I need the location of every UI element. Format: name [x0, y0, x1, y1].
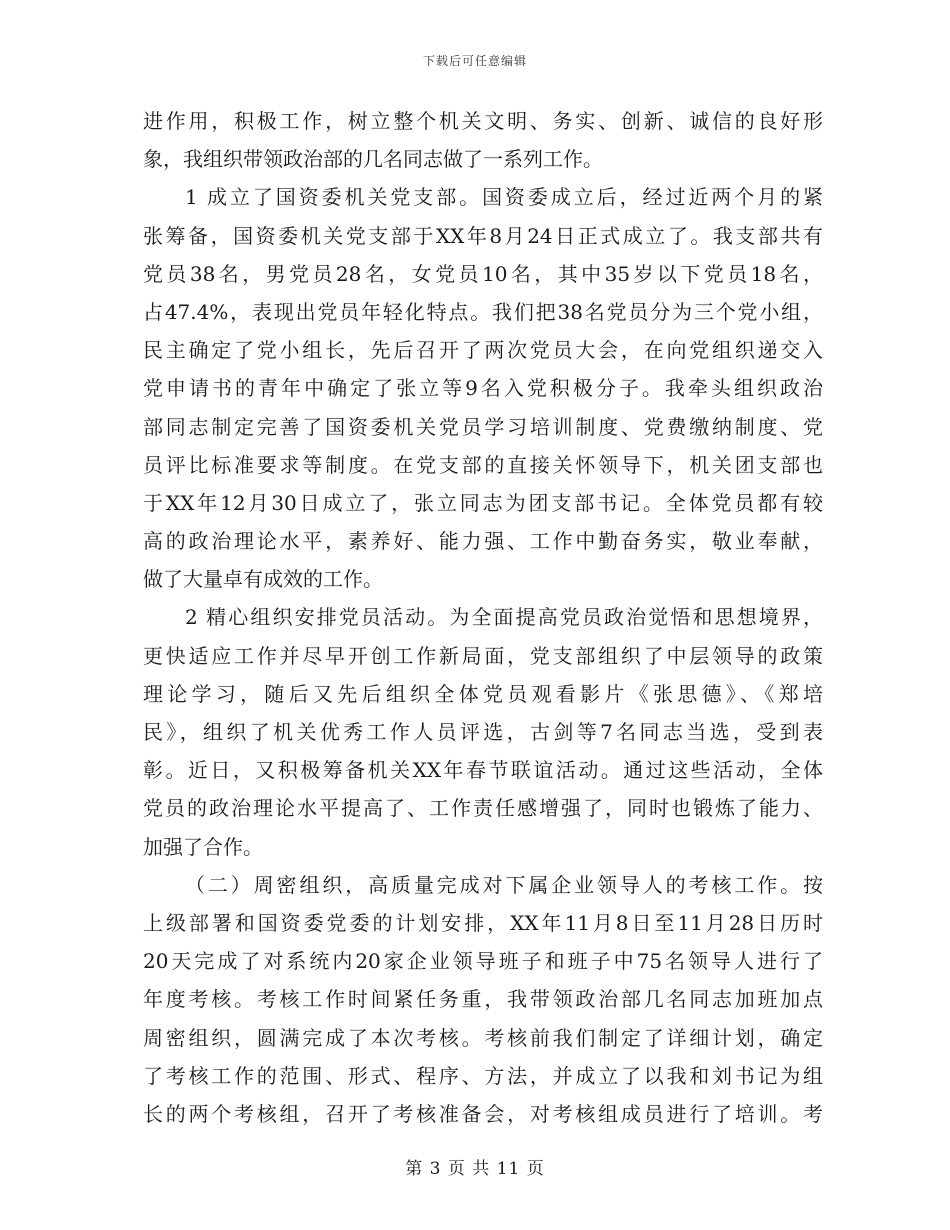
text-line: 20天完成了对系统内20家企业领导班子和班子中75名领导人进行了	[143, 949, 823, 974]
text-line: 周密组织，圆满完成了本次考核。考核前我们制定了详细计划，确定	[143, 1025, 823, 1050]
text-line: 张筹备，国资委机关党支部于XX年8月24日正式成立了。我支部共有	[143, 223, 823, 248]
text-line: 党员38名，男党员28名，女党员10名，其中35岁以下党员18名，	[143, 261, 823, 286]
text-line: 做了大量卓有成效的工作。	[143, 567, 383, 592]
text-line: 部同志制定完善了国资委机关党员学习培训制度、党费缴纳制度、党	[143, 414, 823, 439]
page-header: 下载后可任意编辑	[422, 54, 527, 68]
text-line: 民主确定了党小组长，先后召开了两次党员大会，在向党组织递交入	[143, 338, 823, 363]
text-line: 加强了合作。	[143, 834, 263, 859]
text-line: 了考核工作的范围、形式、程序、方法，并成立了以我和刘书记为组	[143, 1063, 823, 1088]
text-line: 1 成立了国资委机关党支部。国资委成立后，经过近两个月的紧	[185, 185, 823, 210]
text-line: 民》，组织了机关优秀工作人员评选，古剑等7名同志当选，受到表	[143, 720, 823, 744]
text-line: 高的政治理论水平，素养好、能力强、工作中勤奋务实，敬业奉献，	[143, 529, 823, 554]
text-line: 于XX年12月30日成立了，张立同志为团支部书记。全体党员都有较	[143, 490, 823, 515]
text-line: 上级部署和国资委党委的计划安排，XX年11月8日至11月28日历时	[143, 910, 823, 935]
text-line: 理论学习，随后又先后组织全体党员观看影片《张思德》、《郑培	[143, 681, 823, 706]
text-line: 党申请书的青年中确定了张立等9名入党积极分子。我牵头组织政治	[143, 376, 823, 401]
page-number-footer: 第 3 页 共 11 页	[405, 1159, 545, 1179]
text-line: 2 精心组织安排党员活动。为全面提高党员政治觉悟和思想境界，	[185, 605, 823, 630]
text-line: 彰。近日，又积极筹备机关XX年春节联谊活动。通过这些活动，全体	[143, 758, 823, 783]
text-line: 年度考核。考核工作时间紧任务重，我带领政治部几名同志加班加点	[143, 987, 823, 1012]
text-line: 进作用，积极工作，树立整个机关文明、务实、创新、诚信的良好形	[143, 109, 823, 133]
text-line: 员评比标准要求等制度。在党支部的直接关怀领导下，机关团支部也	[143, 452, 823, 477]
text-line: 象，我组织带领政治部的几名同志做了一系列工作。	[143, 147, 603, 172]
text-line: 占47.4%，表现出党员年轻化特点。我们把38名党员分为三个党小组，	[143, 299, 823, 324]
body-text	[143, 102, 823, 1133]
text-line: 更快适应工作并尽早开创工作新局面，党支部组织了中层领导的政策	[143, 643, 823, 668]
text-line: 党员的政治理论水平提高了、工作责任感增强了，同时也锻炼了能力、	[143, 796, 823, 821]
text-line: 长的两个考核组，召开了考核准备会，对考核组成员进行了培训。考	[143, 1101, 823, 1126]
text-line: （二）周密组织，高质量完成对下属企业领导人的考核工作。按	[185, 872, 823, 897]
